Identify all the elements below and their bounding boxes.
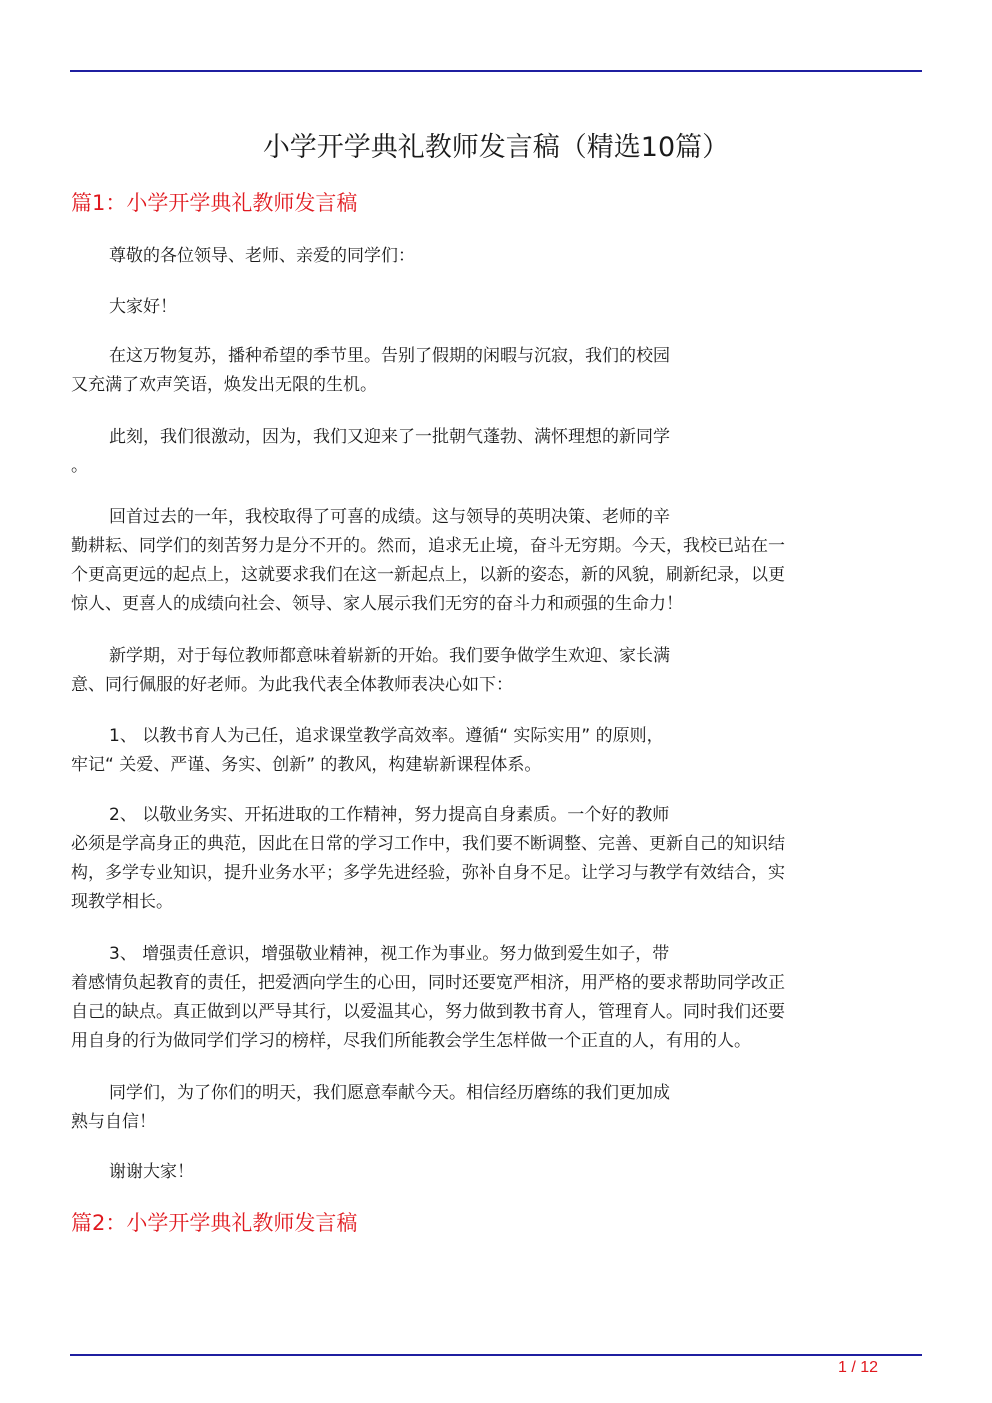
text-line: 尊敬的各位领导、老师、亲爱的同学们： [109, 246, 415, 266]
text-line: 自己的缺点。真正做到以严导其行，以爱温其心，努力做到教书育人，管理育人。同时我们还要 [71, 1002, 785, 1022]
paragraph-pledge-1 [71, 722, 921, 780]
text-line: 在这万物复苏，播种希望的季节里。告别了假期的闲暇与沉寂，我们的校园 [109, 346, 670, 366]
footer-rule [70, 1354, 922, 1356]
text-line: 意、同行佩服的好老师。为此我代表全体教师表决心如下： [71, 675, 513, 695]
text-line: 现教学相长。 [71, 892, 173, 912]
text-line: 熟与自信！ [71, 1112, 156, 1132]
text-line: 着感情负起教育的责任，把爱洒向学生的心田，同时还要宽严相济，用严格的要求帮助同学改正 [71, 973, 785, 993]
paragraph-salutation [71, 242, 921, 271]
paragraph [71, 423, 921, 481]
paragraph [71, 1079, 921, 1137]
paragraph-pledge-3 [71, 940, 921, 1056]
paragraph-greeting [71, 293, 921, 322]
text-line: 用自身的行为做同学们学习的榜样，尽我们所能教会学生怎样做一个正直的人，有用的人。 [71, 1031, 751, 1051]
text-line: 1、 以教书育人为己任，追求课堂教学高效率。遵循“ 实际实用” 的原则， [109, 726, 664, 746]
text-line: 个更高更远的起点上，这就要求我们在这一新起点上，以新的姿态，新的风貌，刷新纪录，以更 [71, 565, 785, 585]
document-title: 小学开学典礼教师发言稿（精选10篇） [262, 132, 730, 163]
text-line: 新学期，对于每位教师都意味着崭新的开始。我们要争做学生欢迎、家长满 [109, 646, 670, 666]
text-line: 牢记“ 关爱、严谨、务实、创新” 的教风，构建崭新课程体系。 [71, 755, 542, 775]
paragraph [71, 342, 921, 400]
header-rule [70, 70, 922, 72]
text-line: 谢谢大家！ [109, 1162, 194, 1182]
text-line: 此刻，我们很激动，因为，我们又迎来了一批朝气蓬勃、满怀理想的新同学 [109, 427, 670, 447]
text-line: 构，多学专业知识，提升业务水平；多学先进经验，弥补自身不足。让学习与教学有效结合，实 [71, 863, 785, 883]
text-line: 又充满了欢声笑语，焕发出无限的生机。 [71, 375, 377, 395]
paragraph [71, 642, 921, 700]
text-line: 大家好！ [109, 297, 177, 317]
text-line: 回首过去的一年，我校取得了可喜的成绩。这与领导的英明决策、老师的辛 [109, 507, 670, 527]
paragraph [71, 503, 921, 619]
text-line: 同学们，为了你们的明天，我们愿意奉献今天。相信经历磨练的我们更加成 [109, 1083, 670, 1103]
paragraph-closing [71, 1158, 921, 1187]
text-line: 必须是学高身正的典范，因此在日常的学习工作中，我们要不断调整、完善、更新自己的知识结 [71, 834, 785, 854]
text-line: 3、 增强责任意识，增强敬业精神，视工作为事业。努力做到爱生如子，带 [109, 944, 670, 964]
text-line: 2、 以敬业务实、开拓进取的工作精神，努力提高自身素质。一个好的教师 [109, 805, 670, 825]
text-line: 。 [71, 456, 88, 476]
page-number: 1 / 12 [837, 1359, 878, 1376]
paragraph-pledge-2 [71, 801, 921, 917]
text-line: 勤耕耘、同学们的刻苦努力是分不开的。然而，追求无止境，奋斗无穷期。今天，我校已站在一 [71, 536, 785, 556]
section-heading-2: 篇2：小学开学典礼教师发言稿 [71, 1211, 358, 1235]
text-line: 惊人、更喜人的成绩向社会、领导、家人展示我们无穷的奋斗力和顽强的生命力！ [71, 594, 683, 614]
section-heading-1: 篇1：小学开学典礼教师发言稿 [71, 191, 358, 215]
